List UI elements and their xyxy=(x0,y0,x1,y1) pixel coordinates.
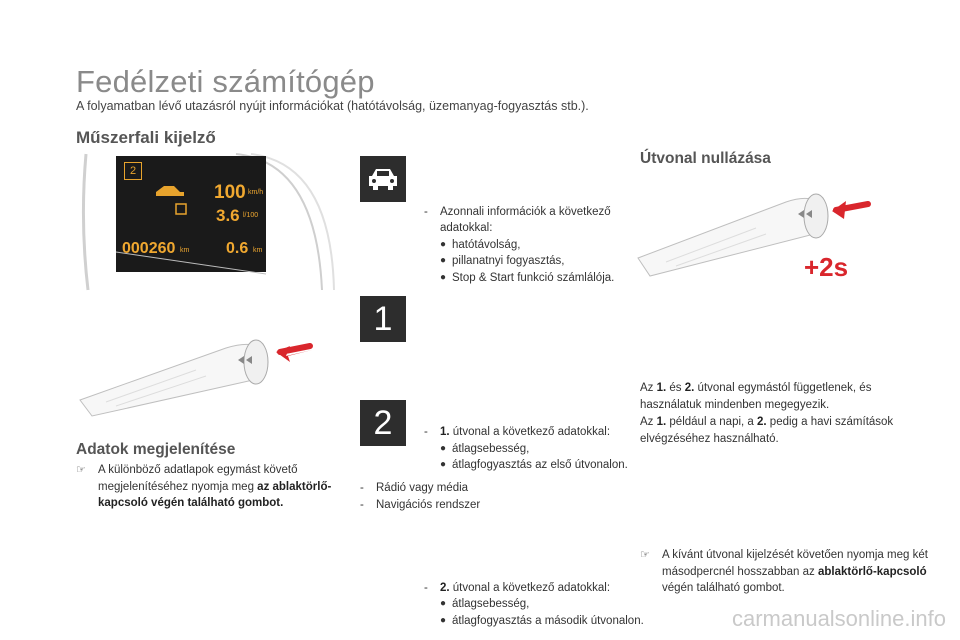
trip-readout: 0.6 xyxy=(226,240,249,257)
car-icon xyxy=(366,166,400,192)
list-item: ● pillanatnyi fogyasztás, xyxy=(440,253,640,270)
instruction-text: A különböző adatlapok egymást követő megjelenítéséhez nyomja meg xyxy=(98,464,298,493)
list-item: - Rádió vagy média xyxy=(360,482,469,494)
odometer-readout: 000260 xyxy=(122,240,176,257)
list-item: - Navigációs rendszer xyxy=(360,498,481,511)
section-heading-display-data: Adatok megjelenítése xyxy=(76,441,236,458)
section-heading-trip-reset: Útvonal nullázása xyxy=(640,150,771,167)
list-item: ● hatótávolság, xyxy=(440,237,640,254)
odometer-unit: km xyxy=(180,247,190,254)
speed-readout: 100 xyxy=(214,182,246,203)
list-item: ● átlagsebesség, xyxy=(440,596,650,613)
trip2-icon-label: 2 xyxy=(373,404,393,442)
list-item: ● Stop & Start funkció számlálója. xyxy=(440,270,640,287)
instruction-trip-reset: ☞ A kívánt útvonal kijelzését követően nyomja meg két másodpercnél hosszabban az ablaktörlő-kapcsoló végén található gombot. xyxy=(640,549,928,594)
speed-unit: km/h xyxy=(248,189,264,196)
instant-info-intro: Azonnali információk a következő adatokkal: xyxy=(440,205,611,234)
list-item: ● átlagfogyasztás az első útvonalon. xyxy=(440,457,650,474)
consumption-unit: l/100 xyxy=(243,212,259,219)
dashboard-frame-graphic xyxy=(76,152,338,292)
trip2-intro: 2. útvonal a következő adatokkal: xyxy=(440,581,611,594)
watermark: carmanualsonline.info xyxy=(731,606,946,631)
section-heading-dashboard: Műszerfali kijelző xyxy=(76,128,216,147)
trip-independence-paragraph: Az 1. és 2. útvonal egymástól függetlenek, és használatuk mindenben megegyezik. xyxy=(640,382,872,411)
dashboard-display-illustration xyxy=(76,152,338,292)
trip1-icon xyxy=(360,296,406,342)
pointer-icon: ☞ xyxy=(76,464,86,476)
list-item: ● átlagsebesség, xyxy=(440,441,650,458)
wiper-stalk-illustration xyxy=(76,322,316,422)
pointer-icon: ☞ xyxy=(640,549,650,561)
trip2-block: - 2. útvonal a következő adatokkal: ● átlagsebesség, ● átlagfogyasztás a második útvonalon. xyxy=(424,580,650,630)
page-title: Fedélzeti számítógép xyxy=(76,64,375,99)
instant-info-block: - Azonnali információk a következő adatokkal: ● hatótávolság, ● pillanatnyi fogyasztás, ● Stop & Start funkció számlálója. xyxy=(424,204,640,287)
instruction-bold-text: az ablaktörlő-kapcsoló végén található gombot. xyxy=(98,480,332,509)
wiper-stalk-graphic xyxy=(76,322,316,422)
trip1-intro: 1. útvonal a következő adatokkal: xyxy=(440,426,611,438)
instant-info-icon xyxy=(360,156,406,202)
trip-unit: km xyxy=(253,247,263,254)
trip1-icon-label: 1 xyxy=(373,300,393,338)
consumption-readout: 3.6 xyxy=(216,206,240,225)
trip-reset-illustration xyxy=(636,186,876,290)
trip1-block: - 1. útvonal a következő adatokkal: ● átlagsebesség, ● átlagfogyasztás az első útvonalon. xyxy=(424,424,650,474)
trip2-icon xyxy=(360,400,406,446)
instruction-display-data xyxy=(76,462,348,512)
list-item: ● átlagfogyasztás a második útvonalon. xyxy=(440,613,650,630)
hold-two-seconds-badge: +2s xyxy=(804,252,849,282)
trip-usage-paragraph: Az 1. például a napi, a 2. pedig a havi számítások elvégzéséhez használható. xyxy=(640,416,894,445)
page-subtitle: A folyamatban lévő utazásról nyújt információkat (hatótávolság, üzemanyag-fogyasztás stb.). xyxy=(76,99,589,113)
extra-list xyxy=(360,480,580,513)
gear-indicator: 2 xyxy=(124,162,142,180)
